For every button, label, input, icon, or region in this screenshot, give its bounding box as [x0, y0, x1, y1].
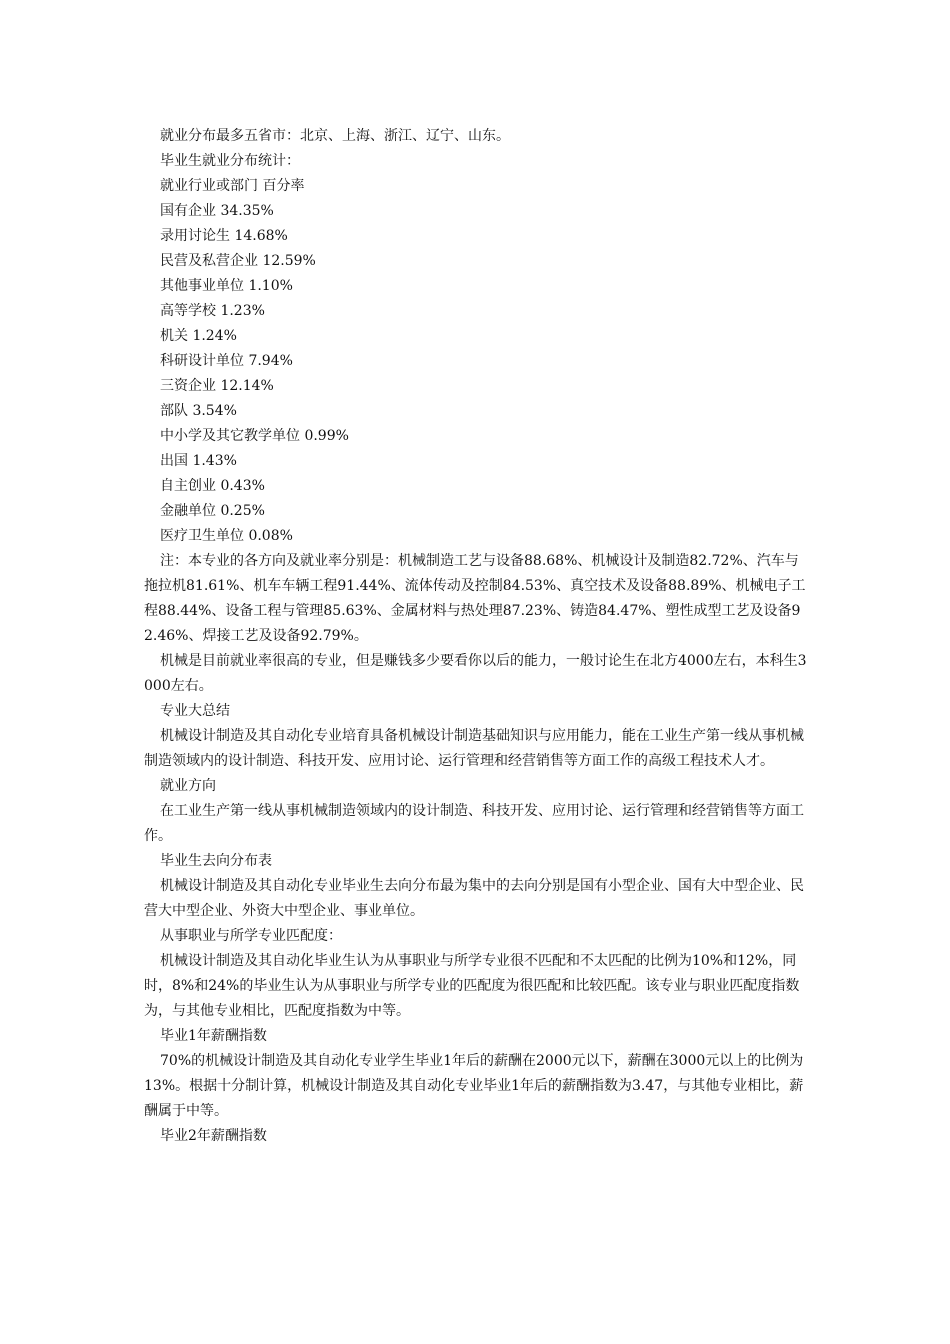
stat-pct: 0.43% — [220, 478, 265, 494]
stat-sector: 国有企业 — [160, 203, 216, 219]
stat-sector: 高等学校 — [160, 303, 216, 319]
stat-sector: 民营及私营企业 — [160, 253, 258, 269]
note-paragraph: 注：本专业的各方向及就业率分别是：机械制造工艺与设备88.68%、机械设计及制造82.72%、汽车与拖拉机81.61%、机车车辆工程91.44%、流体传动及控制84.53%、真空技术及设备88.89%、机械电子工程88.44%、设备工程与管理85.63%、金属材料与热处理87.23%、铸造84.47%、塑性成型工艺及设备92.46%、焊接工艺及设备92.79%。 — [144, 553, 806, 644]
stat-sector: 中小学及其它教学单位 — [160, 428, 300, 444]
section-heading-salary-1yr: 毕业1年薪酬指数 — [160, 1028, 267, 1044]
stat-pct: 0.99% — [304, 428, 349, 444]
stat-row — [144, 524, 808, 549]
text-line-regions: 就业分布最多五省市：北京、上海、浙江、辽宁、山东。 — [160, 128, 510, 144]
match-paragraph: 机械设计制造及其自动化毕业生认为从事职业与所学专业很不匹配和不太匹配的比例为10%和12%，同时，8%和24%的毕业生认为从事职业与所学专业的匹配度为很匹配和比较匹配。该专业与职业匹配度指数为，与其他专业相比，匹配度指数为中等。 — [144, 953, 800, 1019]
text-line-stats-heading: 毕业生就业分布统计： — [160, 153, 300, 169]
stat-pct: 1.23% — [220, 303, 265, 319]
employment-stats-list — [144, 199, 808, 549]
stat-pct: 12.14% — [220, 378, 274, 394]
stat-pct: 34.35% — [220, 203, 274, 219]
stat-pct: 3.54% — [192, 403, 237, 419]
stat-sector: 科研设计单位 — [160, 353, 244, 369]
stat-row — [144, 499, 808, 524]
stat-sector: 录用讨论生 — [160, 228, 230, 244]
stat-row — [144, 399, 808, 424]
stat-row — [144, 199, 808, 224]
stat-pct: 1.43% — [192, 453, 237, 469]
stats-column-header: 就业行业或部门 百分率 — [160, 178, 305, 194]
stat-row — [144, 274, 808, 299]
stat-sector: 三资企业 — [160, 378, 216, 394]
section-heading-salary-2yr: 毕业2年薪酬指数 — [160, 1128, 267, 1144]
career-paragraph: 在工业生产第一线从事机械制造领域内的设计制造、科技开发、应用讨论、运行管理和经营销售等方面工作。 — [144, 803, 804, 844]
stat-row — [144, 374, 808, 399]
stat-sector: 医疗卫生单位 — [160, 528, 244, 544]
document-body — [144, 124, 808, 1149]
stat-row — [144, 474, 808, 499]
section-heading-summary: 专业大总结 — [160, 703, 230, 719]
stat-row — [144, 349, 808, 374]
stat-row — [144, 449, 808, 474]
summary-paragraph: 机械设计制造及其自动化专业培育具备机械设计制造基础知识与应用能力，能在工业生产第一线从事机械制造领域内的设计制造、科技开发、应用讨论、运行管理和经营销售等方面工作的高级工程技术人才。 — [144, 728, 804, 769]
stat-row — [144, 299, 808, 324]
stat-sector: 部队 — [160, 403, 188, 419]
stat-pct: 0.08% — [248, 528, 293, 544]
salary-1yr-paragraph: 70%的机械设计制造及其自动化专业学生毕业1年后的薪酬在2000元以下，薪酬在3000元以上的比例为13%。根据十分制计算，机械设计制造及其自动化专业毕业1年后的薪酬指数为3.47，与其他专业相比，薪酬属于中等。 — [144, 1053, 804, 1119]
stat-sector: 其他事业单位 — [160, 278, 244, 294]
stat-sector: 出国 — [160, 453, 188, 469]
stat-row — [144, 249, 808, 274]
stat-pct: 1.24% — [192, 328, 237, 344]
section-heading-career: 就业方向 — [160, 778, 216, 794]
stat-sector: 金融单位 — [160, 503, 216, 519]
stat-pct: 1.10% — [248, 278, 293, 294]
destination-paragraph: 机械设计制造及其自动化专业毕业生去向分布最为集中的去向分别是国有小型企业、国有大中型企业、民营大中型企业、外资大中型企业、事业单位。 — [144, 878, 804, 919]
stat-pct: 12.59% — [262, 253, 316, 269]
stat-sector: 自主创业 — [160, 478, 216, 494]
section-heading-match: 从事职业与所学专业匹配度： — [160, 928, 342, 944]
section-heading-destination: 毕业生去向分布表 — [160, 853, 272, 869]
stat-pct: 14.68% — [234, 228, 288, 244]
stat-pct: 0.25% — [220, 503, 265, 519]
salary-paragraph: 机械是目前就业率很高的专业，但是赚钱多少要看你以后的能力，一般讨论生在北方4000左右，本科生3000左右。 — [144, 653, 807, 694]
stat-row — [144, 324, 808, 349]
stat-pct: 7.94% — [248, 353, 293, 369]
stat-row — [144, 424, 808, 449]
stat-row — [144, 224, 808, 249]
stat-sector: 机关 — [160, 328, 188, 344]
